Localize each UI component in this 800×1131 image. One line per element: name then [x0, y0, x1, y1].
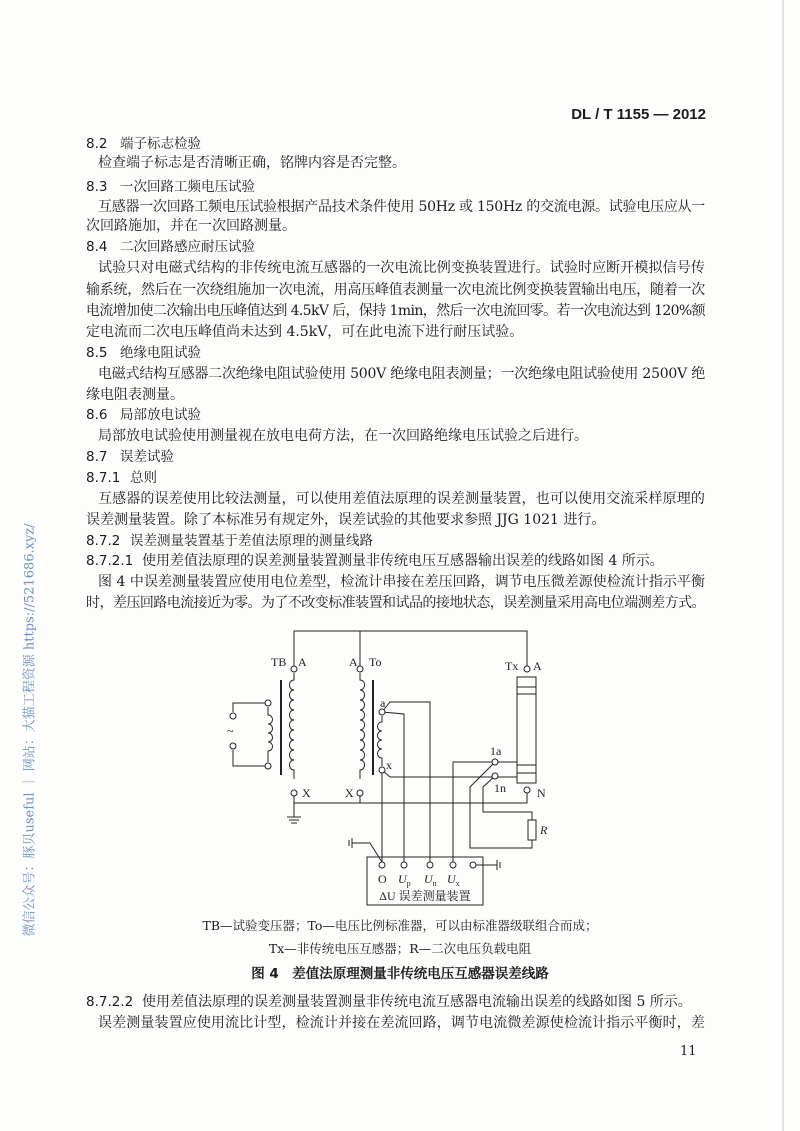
figure-title: 图 4 差值法原理测量非传统电压互感器误差线路 — [251, 966, 549, 982]
figure-caption-line2: Tx—非传统电压互感器；R—二次电压负载电阻 — [268, 941, 532, 956]
label-a: A — [298, 655, 307, 669]
para: 互感器的误差使用比较法测量，可以使用差值法原理的误差测量装置，也可以使用交流采样原理的 — [98, 491, 705, 507]
ac-source-icon: ~ — [227, 724, 234, 738]
heading-8-7: 8.7 误差试验 — [86, 449, 174, 465]
label-tx: Tx — [505, 659, 519, 673]
label-r: R — [540, 823, 548, 837]
ground-icon — [349, 838, 352, 848]
label-o: O — [378, 872, 387, 886]
label-x: X — [345, 786, 354, 800]
ground-icon — [497, 860, 500, 870]
tb-coil — [290, 673, 295, 779]
page-number: 11 — [680, 1044, 697, 1059]
label-a: A — [533, 659, 542, 673]
device-label: ΔU 误差测量装置 — [379, 889, 471, 903]
label-n: N — [537, 786, 546, 800]
label-tb: TB — [271, 655, 287, 669]
label-a: A — [349, 655, 358, 669]
para: 电磁式结构互感器二次绝缘电阻试验使用 500V 绝缘电阻表测量；一次绝缘电阻试验使用 2500V 绝 — [98, 366, 705, 382]
to-coil — [360, 673, 365, 779]
para: 检查端子标志是否清晰正确，铭牌内容是否完整。 — [98, 155, 406, 171]
label-to: To — [369, 655, 382, 669]
para: 电流增加使二次输出电压峰值达到 4.5kV 后，保持 1min，然后一次电流回零。若一次电流达到 120%额 — [86, 303, 705, 319]
para: 误差测量装置应使用流比计型，检流计并接在差流回路，调节电流微差源使检流计指示平衡时，差 — [98, 1015, 705, 1031]
label-un: $U_n$ — [424, 872, 437, 888]
standard-number-header: DL / T 1155 — 2012 — [571, 106, 706, 123]
clause-8-7-2-1: 8.7.2.1 使用差值法原理的误差测量装置测量非传统电压互感器输出误差的线路如图 4 所示。 — [86, 553, 664, 569]
heading-8-5: 8.5 绝缘电阻试验 — [86, 345, 201, 361]
para: 误差测量装置。除了本标准另有规定外，误差试验的其他要求参照 JJG 1021 进行。 — [86, 512, 606, 528]
para: 局部放电试验使用测量视在放电电荷方法，在一次回路绝缘电压试验之后进行。 — [98, 428, 588, 444]
top-wire — [294, 631, 527, 669]
resistor-r — [528, 820, 536, 840]
ground-icon — [287, 803, 301, 823]
tb-primary-coil — [268, 707, 273, 762]
label-1n: 1n — [494, 781, 506, 795]
watermark: 微信公众号：豚贝useful ｜ 网站：大猫工程资源 https://521686.xyz/ — [22, 523, 38, 937]
tx-device — [517, 677, 536, 783]
figure-caption-line1: TB—试验变压器；To—电压比例标准器，可以由标准器级联组合而成； — [202, 918, 598, 933]
clause-8-7-2-2: 8.7.2.2 使用差值法原理的误差测量装置测量非传统电流互感器电流输出误差的线路如图 5 所示。 — [86, 994, 692, 1010]
para: 输系统，然后在一次绕组施加一次电流，用高压峰值表测量一次电流比例变换装置输出电压，随着一次 — [86, 282, 705, 298]
para: 图 4 中误差测量装置应使用电位差型，检流计串接在差压回路，调节电压微差源使检流计指示平衡 — [98, 574, 705, 590]
para: 次回路施加，并在一次回路测量。 — [86, 218, 296, 234]
label-up: $U_p$ — [398, 872, 411, 888]
label-x-small: x — [386, 758, 392, 772]
label-ux: $U_x$ — [447, 872, 460, 888]
heading-8-2: 8.2 端子标志检验 — [86, 136, 201, 152]
para: 定电流而二次电压峰值尚未达到 4.5kV，可在此电流下进行耐压试验。 — [86, 324, 524, 340]
to-secondary-coil — [378, 716, 383, 766]
label-1a: 1a — [490, 744, 502, 758]
label-a-small: a — [380, 696, 386, 710]
heading-8-6: 8.6 局部放电试验 — [86, 407, 201, 423]
label-x: X — [302, 786, 311, 800]
heading-8-7-1: 8.7.1 总则 — [86, 470, 157, 486]
para: 缘电阻表测量。 — [86, 387, 184, 403]
para: 互感器一次回路工频电压试验根据产品技术条件使用 50Hz 或 150Hz 的交流电源。试验电压应从一 — [98, 199, 705, 215]
bottom-wire — [294, 790, 527, 803]
para: 试验只对电磁式结构的非传统电流互感器的一次电流比例变换装置进行。试验时应断开模拟信号传 — [98, 260, 705, 276]
heading-8-7-2: 8.7.2 误差测量装置基于差值法原理的测量线路 — [86, 533, 373, 549]
heading-8-4: 8.4 二次回路感应耐压试验 — [86, 239, 255, 255]
para: 时，差压回路电流接近为零。为了不改变标准装置和试品的接地状态，误差测量采用高电位端测差方式。 — [86, 595, 705, 611]
heading-8-3: 8.3 一次回路工频电压试验 — [86, 179, 255, 195]
